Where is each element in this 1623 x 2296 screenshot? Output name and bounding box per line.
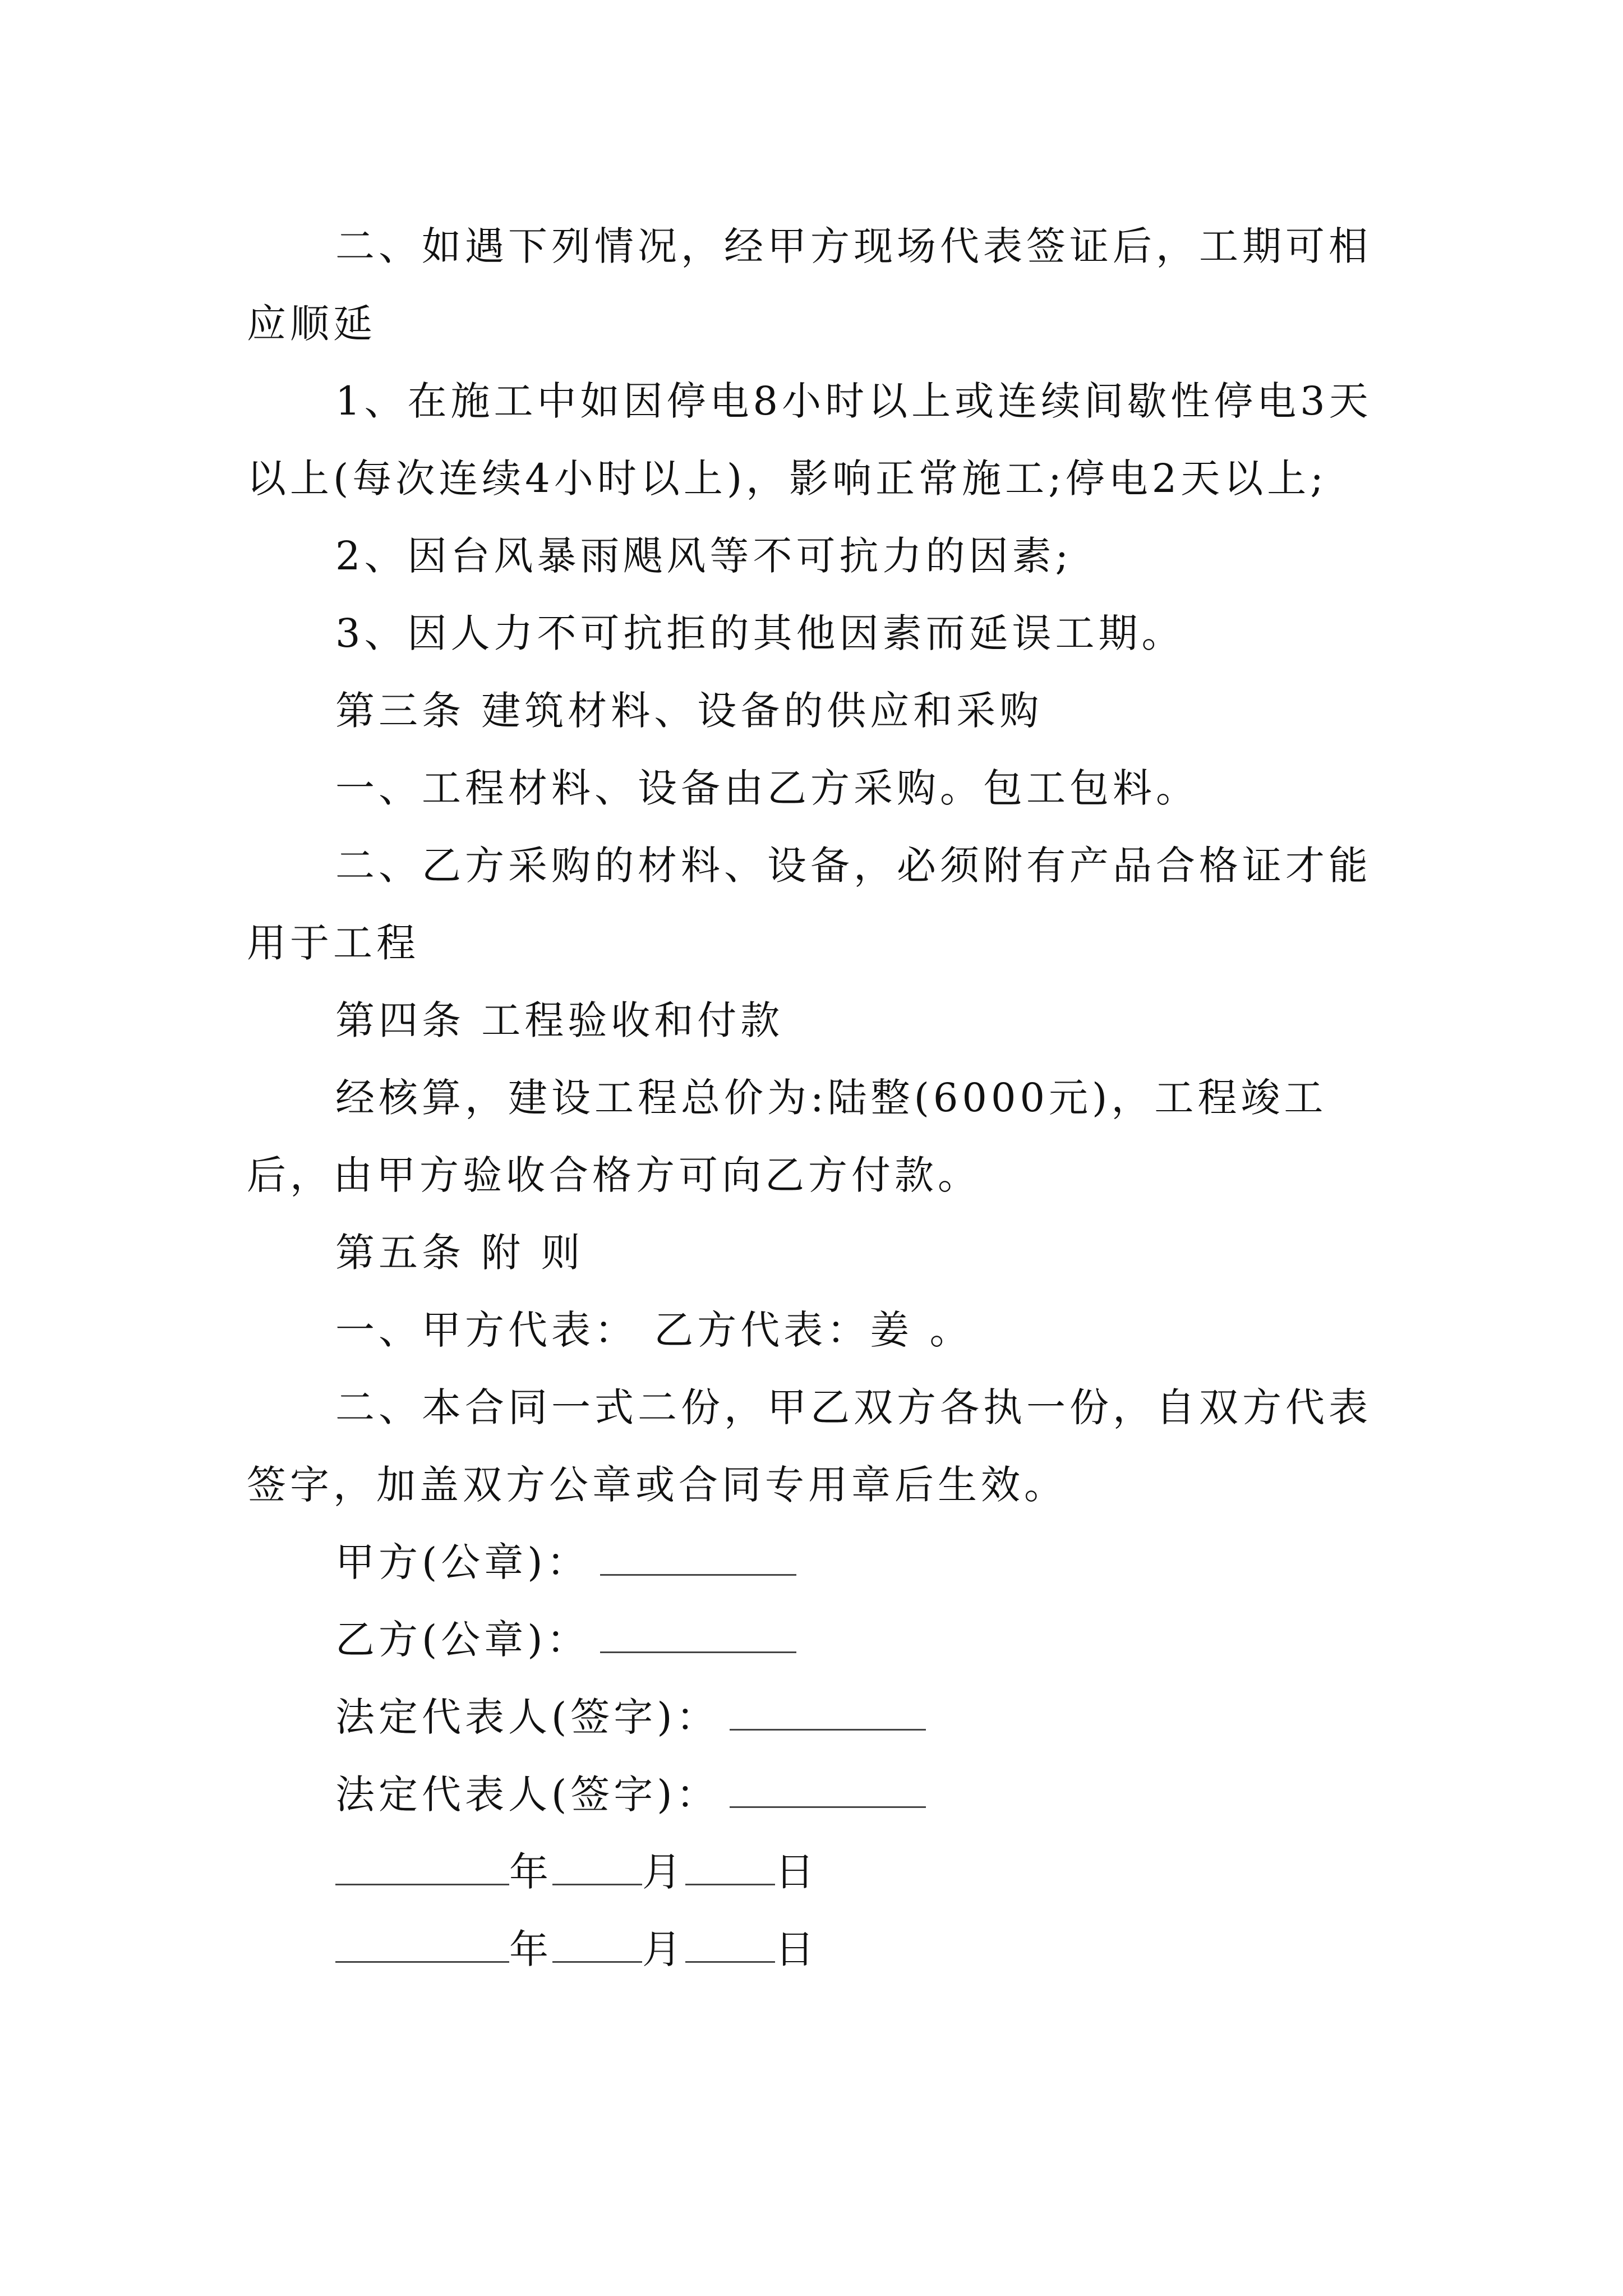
date-line-a xyxy=(247,1833,1391,1911)
party-b-seal-blank[interactable] xyxy=(600,1618,796,1653)
legal-rep-b-blank[interactable] xyxy=(730,1773,926,1808)
date-b-year-label: 年 xyxy=(509,1926,552,1972)
date-a-year-label: 年 xyxy=(509,1849,552,1895)
legal-rep-a-blank[interactable] xyxy=(730,1695,926,1731)
paragraph-copies-effective: 二、本合同一式二份，甲乙双方各执一份，自双方代表签字，加盖双方公章或合同专用章后生效。 xyxy=(247,1384,1372,1508)
date-b-day-label: 日 xyxy=(775,1926,818,1972)
paragraph-materials-procurement: 一、工程材料、设备由乙方采购。包工包料。 xyxy=(335,765,1199,811)
date-b-month-blank[interactable] xyxy=(552,1927,642,1963)
paragraph-representatives: 一、甲方代表： 乙方代表：姜 。 xyxy=(335,1307,973,1353)
article-three-heading: 第三条 建筑材料、设备的供应和采购 xyxy=(335,688,1043,734)
date-b-year-blank[interactable] xyxy=(335,1927,509,1963)
legal-rep-a-line xyxy=(247,1678,1391,1756)
date-a-month-label: 月 xyxy=(642,1849,685,1895)
paragraph-materials-certificate: 二、乙方采购的材料、设备，必须附有产品合格证才能用于工程 xyxy=(247,843,1372,966)
date-b-day-blank[interactable] xyxy=(685,1927,775,1963)
paragraph-total-price: 经核算，建设工程总价为:陆整(6000元)，工程竣工后，由甲方验收合格方可向乙方付款。 xyxy=(247,1075,1327,1198)
paragraph-force-majeure: 2、因台风暴雨飓风等不可抗力的因素; xyxy=(335,533,1073,579)
date-a-day-label: 日 xyxy=(775,1849,818,1895)
article-four-heading: 第四条 工程验收和付款 xyxy=(335,997,784,1043)
paragraph-delay-conditions: 二、如遇下列情况，经甲方现场代表签证后，工期可相应顺延 xyxy=(247,223,1372,347)
date-a-day-blank[interactable] xyxy=(685,1850,775,1885)
date-line-b xyxy=(247,1911,1391,1988)
party-b-seal-line xyxy=(247,1601,1391,1678)
paragraph-other-factors: 3、因人力不可抗拒的其他因素而延误工期。 xyxy=(335,610,1185,656)
legal-rep-b-line xyxy=(247,1756,1391,1833)
party-a-seal-label: 甲方(公章)： xyxy=(335,1539,590,1585)
date-a-month-blank[interactable] xyxy=(552,1850,642,1885)
article-five-heading: 第五条 附 则 xyxy=(335,1230,584,1276)
party-a-seal-blank[interactable] xyxy=(600,1540,796,1576)
date-b-month-label: 月 xyxy=(642,1926,685,1972)
party-a-seal-line xyxy=(247,1524,1391,1601)
party-b-seal-label: 乙方(公章)： xyxy=(335,1617,590,1663)
paragraph-power-outage: 1、在施工中如因停电8小时以上或连续间歇性停电3天以上(每次连续4小时以上)，影响正常施工;停电2天以上; xyxy=(247,378,1372,501)
date-a-year-blank[interactable] xyxy=(335,1850,509,1885)
contract-body xyxy=(247,208,1391,1988)
legal-rep-a-label: 法定代表人(签字)： xyxy=(335,1694,720,1740)
legal-rep-b-label: 法定代表人(签字)： xyxy=(335,1772,720,1818)
